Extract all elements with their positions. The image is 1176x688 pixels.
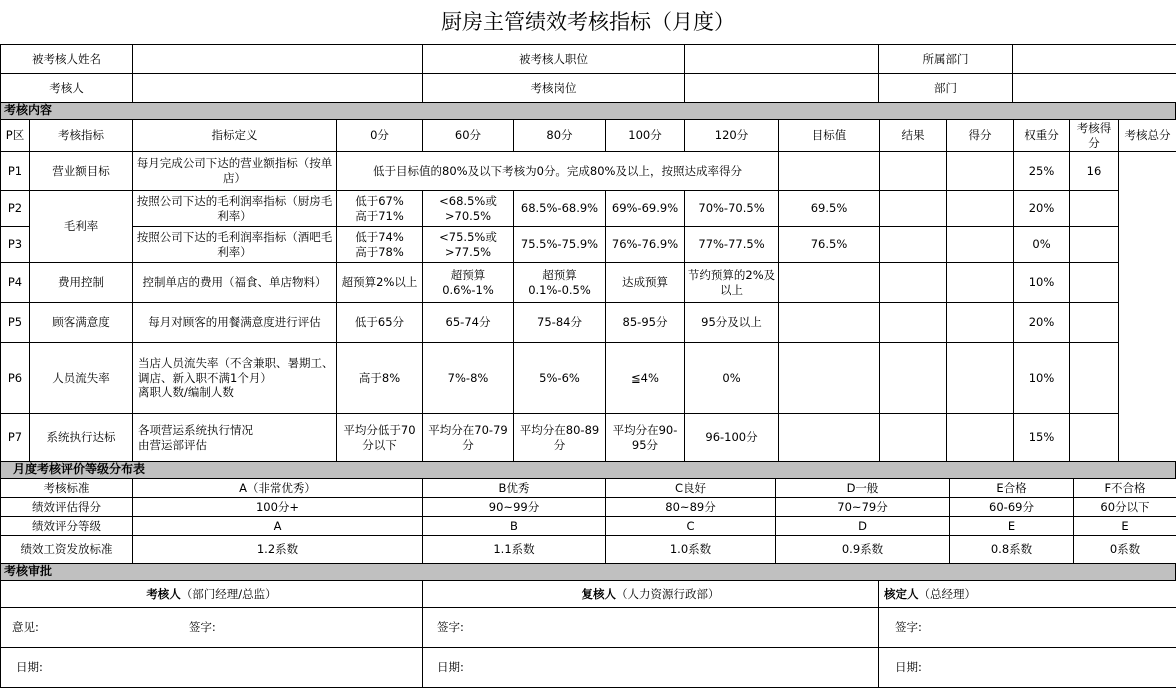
assessor-label: 考核人 bbox=[1, 74, 133, 103]
row-s60: 超预算0.6%-1% bbox=[423, 263, 514, 303]
grade-score: 90~99分 bbox=[423, 498, 606, 517]
row-score[interactable] bbox=[947, 227, 1014, 263]
header-120: 120分 bbox=[685, 120, 779, 152]
row-target[interactable] bbox=[779, 152, 880, 191]
approver-date-cell[interactable] bbox=[879, 648, 1176, 688]
row-weight: 10% bbox=[1014, 343, 1070, 414]
grade-level: A bbox=[133, 517, 423, 536]
row-s60: 65-74分 bbox=[423, 303, 514, 343]
content-section-title: 考核内容 bbox=[1, 103, 1176, 120]
row-s60: 平均分在70-79分 bbox=[423, 414, 514, 462]
opinion-label: 意见: bbox=[12, 620, 39, 635]
grade-standard-row bbox=[1, 479, 1176, 498]
row-definition: 每月完成公司下达的营业额指标（按单店） bbox=[133, 152, 337, 191]
row-s0: 高于8% bbox=[337, 343, 423, 414]
date-label: 日期: bbox=[437, 660, 464, 674]
approve-section-title: 考核审批 bbox=[1, 564, 1176, 581]
sign-label: 签字: bbox=[437, 620, 464, 634]
grade-name: B优秀 bbox=[423, 479, 606, 498]
row-s100: 平均分在90-95分 bbox=[606, 414, 685, 462]
row-score[interactable] bbox=[947, 263, 1014, 303]
row-assess-score[interactable] bbox=[1070, 227, 1119, 263]
grade-section-title: 月度考核评价等级分布表 bbox=[1, 462, 1176, 479]
row-id: P1 bbox=[1, 152, 30, 191]
row-target: 69.5% bbox=[779, 191, 880, 227]
header-0: 0分 bbox=[337, 120, 423, 152]
row-score[interactable] bbox=[947, 414, 1014, 462]
content-section bbox=[0, 102, 1176, 120]
grade-name: E合格 bbox=[950, 479, 1074, 498]
row-id: P3 bbox=[1, 227, 30, 263]
grade-table bbox=[0, 478, 1176, 564]
approve-header-row bbox=[1, 581, 1176, 608]
reviewer-sign-cell[interactable] bbox=[423, 608, 879, 648]
row-indicator: 顾客满意度 bbox=[30, 303, 133, 343]
sign-label: 签字: bbox=[189, 620, 216, 635]
kpi-table bbox=[0, 119, 1176, 462]
row-definition: 每月对顾客的用餐满意度进行评估 bbox=[133, 303, 337, 343]
row-indicator: 营业额目标 bbox=[30, 152, 133, 191]
grade-pay-label: 绩效工资发放标准 bbox=[1, 536, 133, 564]
row-s100: 达成预算 bbox=[606, 263, 685, 303]
row-target[interactable] bbox=[779, 343, 880, 414]
grade-name: F不合格 bbox=[1074, 479, 1176, 498]
row-definition: 各项营运系统执行情况 由营运部评估 bbox=[133, 414, 337, 462]
dept-value[interactable] bbox=[1013, 45, 1176, 74]
row-s80: 75.5%-75.9% bbox=[514, 227, 606, 263]
row-id: P7 bbox=[1, 414, 30, 462]
row-result[interactable] bbox=[880, 303, 947, 343]
row-s60: 7%-8% bbox=[423, 343, 514, 414]
row-target[interactable] bbox=[779, 263, 880, 303]
row-definition: 当店人员流失率（不含兼职、暑期工、调店、新入职不满1个月） 离职人数/编制人数 bbox=[133, 343, 337, 414]
row-indicator: 人员流失率 bbox=[30, 343, 133, 414]
grade-pay: 1.2系数 bbox=[133, 536, 423, 564]
row-id: P2 bbox=[1, 191, 30, 227]
total-score-cell[interactable] bbox=[1119, 152, 1176, 462]
row-s60: <68.5%或 >70.5% bbox=[423, 191, 514, 227]
row-s80: 75-84分 bbox=[514, 303, 606, 343]
assessor-value[interactable] bbox=[133, 74, 423, 103]
grade-level-label: 绩效评分等级 bbox=[1, 517, 133, 536]
row-score[interactable] bbox=[947, 343, 1014, 414]
grade-level: D bbox=[776, 517, 950, 536]
row-s0: 低于67% 高于71% bbox=[337, 191, 423, 227]
row-target[interactable] bbox=[779, 414, 880, 462]
kpi-header-row bbox=[1, 120, 1176, 152]
row-indicator: 毛利率 bbox=[30, 191, 133, 263]
row-s120: 70%-70.5% bbox=[685, 191, 779, 227]
assessor-dept-value[interactable] bbox=[1013, 74, 1176, 103]
reviewer-date-cell[interactable] bbox=[423, 648, 879, 688]
grade-score: 60分以下 bbox=[1074, 498, 1176, 517]
row-result[interactable] bbox=[880, 263, 947, 303]
row-definition: 按照公司下达的毛利润率指标（酒吧毛利率） bbox=[133, 227, 337, 263]
row-indicator: 系统执行达标 bbox=[30, 414, 133, 462]
table-row bbox=[1, 191, 1176, 227]
approve-sign-row bbox=[1, 608, 1176, 648]
header-assess-score: 考核得分 bbox=[1070, 120, 1119, 152]
reviewer-heading: 复核人（人力资源行政部） bbox=[423, 581, 879, 608]
row-assess-score[interactable] bbox=[1070, 191, 1119, 227]
header-total: 考核总分 bbox=[1119, 120, 1176, 152]
row-assess-score[interactable] bbox=[1070, 303, 1119, 343]
row-weight: 15% bbox=[1014, 414, 1070, 462]
row-s0: 平均分低于70分以下 bbox=[337, 414, 423, 462]
row-weight: 20% bbox=[1014, 303, 1070, 343]
grade-level-row bbox=[1, 517, 1176, 536]
row-id: P5 bbox=[1, 303, 30, 343]
date-label: 日期: bbox=[16, 660, 43, 674]
grade-score: 70~79分 bbox=[776, 498, 950, 517]
row-result[interactable] bbox=[880, 227, 947, 263]
grade-standard-label: 考核标准 bbox=[1, 479, 133, 498]
header-indicator: 考核指标 bbox=[30, 120, 133, 152]
header-score: 得分 bbox=[947, 120, 1014, 152]
dept-label: 所属部门 bbox=[879, 45, 1013, 74]
row-s80: 平均分在80-89分 bbox=[514, 414, 606, 462]
table-row bbox=[1, 263, 1176, 303]
row-score[interactable] bbox=[947, 191, 1014, 227]
assessor-sign-cell[interactable] bbox=[1, 608, 423, 648]
header-weight: 权重分 bbox=[1014, 120, 1070, 152]
position-value[interactable] bbox=[685, 45, 879, 74]
grade-section bbox=[0, 461, 1176, 479]
table-row bbox=[1, 414, 1176, 462]
position-label: 被考核人职位 bbox=[423, 45, 685, 74]
grade-pay-row bbox=[1, 536, 1176, 564]
row-weight: 20% bbox=[1014, 191, 1070, 227]
assessor-post-value[interactable] bbox=[685, 74, 879, 103]
row-weight: 0% bbox=[1014, 227, 1070, 263]
row-result[interactable] bbox=[880, 152, 947, 191]
row-result[interactable] bbox=[880, 343, 947, 414]
grade-score: 100分+ bbox=[133, 498, 423, 517]
row-score[interactable] bbox=[947, 303, 1014, 343]
row-s80: 超预算0.1%-0.5% bbox=[514, 263, 606, 303]
approve-section bbox=[0, 563, 1176, 581]
page-title: 厨房主管绩效考核指标（月度） bbox=[0, 0, 1176, 44]
assessor-post-label: 考核岗位 bbox=[423, 74, 685, 103]
approver-sign-cell[interactable] bbox=[879, 608, 1176, 648]
row-result[interactable] bbox=[880, 414, 947, 462]
name-label: 被考核人姓名 bbox=[1, 45, 133, 74]
sign-label: 签字: bbox=[895, 620, 922, 634]
table-row bbox=[1, 227, 1176, 263]
row-indicator: 费用控制 bbox=[30, 263, 133, 303]
row-definition: 控制单店的费用（福食、单店物料） bbox=[133, 263, 337, 303]
row-s100: 85-95分 bbox=[606, 303, 685, 343]
header-zone: P区 bbox=[1, 120, 30, 152]
assessor-dept-label: 部门 bbox=[879, 74, 1013, 103]
header-80: 80分 bbox=[514, 120, 606, 152]
row-id: P6 bbox=[1, 343, 30, 414]
info-table bbox=[0, 44, 1176, 103]
row-assess-score[interactable] bbox=[1070, 414, 1119, 462]
grade-score: 60-69分 bbox=[950, 498, 1074, 517]
row-s80: 68.5%-68.9% bbox=[514, 191, 606, 227]
approve-date-row bbox=[1, 648, 1176, 688]
name-value[interactable] bbox=[133, 45, 423, 74]
header-definition: 指标定义 bbox=[133, 120, 337, 152]
row-s60: <75.5%或 >77.5% bbox=[423, 227, 514, 263]
row-s80: 5%-6% bbox=[514, 343, 606, 414]
grade-score: 80~89分 bbox=[606, 498, 776, 517]
row-s120: 96-100分 bbox=[685, 414, 779, 462]
grade-name: C良好 bbox=[606, 479, 776, 498]
row-assess-score[interactable] bbox=[1070, 343, 1119, 414]
row-id: P4 bbox=[1, 263, 30, 303]
grade-pay: 0.9系数 bbox=[776, 536, 950, 564]
row-s100: ≦4% bbox=[606, 343, 685, 414]
assessor-date-cell[interactable] bbox=[1, 648, 423, 688]
grade-pay: 0系数 bbox=[1074, 536, 1176, 564]
row-merged-rule: 低于目标值的80%及以下考核为0分。完成80%及以上，按照达成率得分 bbox=[337, 152, 779, 191]
row-definition: 按照公司下达的毛利润率指标（厨房毛利率） bbox=[133, 191, 337, 227]
header-60: 60分 bbox=[423, 120, 514, 152]
header-result: 结果 bbox=[880, 120, 947, 152]
table-row bbox=[1, 152, 1176, 191]
row-s0: 低于65分 bbox=[337, 303, 423, 343]
row-s120: 77%-77.5% bbox=[685, 227, 779, 263]
row-target: 76.5% bbox=[779, 227, 880, 263]
row-result[interactable] bbox=[880, 191, 947, 227]
row-s120: 节约预算的2%及以上 bbox=[685, 263, 779, 303]
row-s120: 95分及以上 bbox=[685, 303, 779, 343]
grade-level: E bbox=[1074, 517, 1176, 536]
grade-level: E bbox=[950, 517, 1074, 536]
row-assess-score[interactable]: 16 bbox=[1070, 152, 1119, 191]
row-s0: 低于74% 高于78% bbox=[337, 227, 423, 263]
row-weight: 10% bbox=[1014, 263, 1070, 303]
row-s100: 69%-69.9% bbox=[606, 191, 685, 227]
grade-pay: 0.8系数 bbox=[950, 536, 1074, 564]
header-target: 目标值 bbox=[779, 120, 880, 152]
row-assess-score[interactable] bbox=[1070, 263, 1119, 303]
table-row bbox=[1, 303, 1176, 343]
row-target[interactable] bbox=[779, 303, 880, 343]
grade-score-row bbox=[1, 498, 1176, 517]
grade-name: D一般 bbox=[776, 479, 950, 498]
header-100: 100分 bbox=[606, 120, 685, 152]
date-label: 日期: bbox=[895, 660, 922, 674]
table-row bbox=[1, 343, 1176, 414]
grade-level: C bbox=[606, 517, 776, 536]
assessor-heading: 考核人（部门经理/总监） bbox=[1, 581, 423, 608]
grade-pay: 1.1系数 bbox=[423, 536, 606, 564]
grade-pay: 1.0系数 bbox=[606, 536, 776, 564]
approve-table bbox=[0, 580, 1176, 688]
row-score[interactable] bbox=[947, 152, 1014, 191]
grade-name: A（非常优秀） bbox=[133, 479, 423, 498]
row-s0: 超预算2%以上 bbox=[337, 263, 423, 303]
approver-heading: 核定人（总经理） bbox=[879, 581, 1176, 608]
row-weight: 25% bbox=[1014, 152, 1070, 191]
grade-score-label: 绩效评估得分 bbox=[1, 498, 133, 517]
row-s120: 0% bbox=[685, 343, 779, 414]
grade-level: B bbox=[423, 517, 606, 536]
row-s100: 76%-76.9% bbox=[606, 227, 685, 263]
